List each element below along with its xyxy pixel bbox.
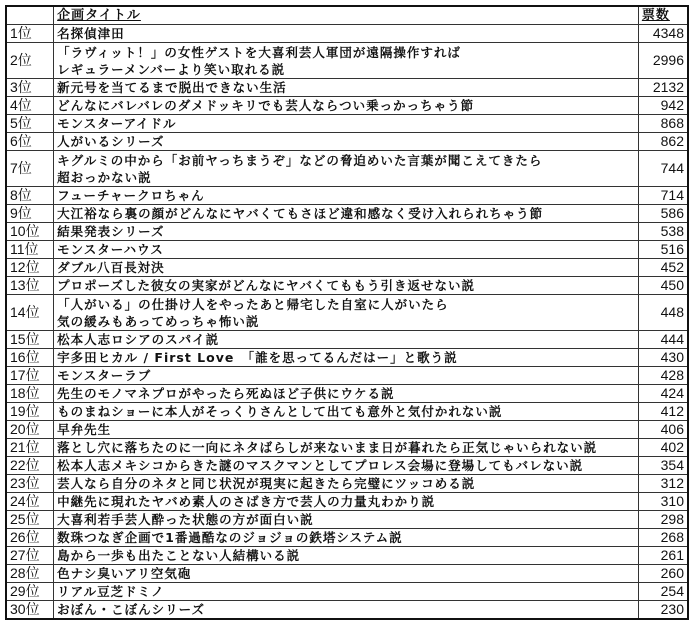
title-line: 島から一歩も出たことない人結構いる説 <box>57 548 301 563</box>
title-cell <box>54 439 639 457</box>
votes-cell: 310 <box>638 493 688 511</box>
title-cell <box>54 133 639 151</box>
ranking-table <box>5 5 689 620</box>
title-column-header: 企画タイトル <box>54 6 639 25</box>
title-cell <box>54 151 639 187</box>
title-line: ものまねショーに本人がそっくりさんとして出ても意外と気付かれない説 <box>57 404 503 419</box>
rank-cell: 12位 <box>6 259 54 277</box>
title-cell <box>54 79 639 97</box>
rank-cell: 7位 <box>6 151 54 187</box>
votes-cell: 444 <box>638 331 688 349</box>
table-row <box>6 457 688 475</box>
rank-cell: 20位 <box>6 421 54 439</box>
title-line: 落とし穴に落ちたのに一向にネタばらしが来ないまま日が暮れたら正気じゃいられない説 <box>57 440 598 455</box>
title-line: 結果発表シリーズ <box>57 224 165 239</box>
title-cell <box>54 223 639 241</box>
rank-cell: 5位 <box>6 115 54 133</box>
votes-cell: 406 <box>638 421 688 439</box>
table-row <box>6 277 688 295</box>
title-line: 中継先に現れたヤバめ素人のさばき方で芸人の力量丸わかり説 <box>57 494 436 509</box>
title-line: 大江裕なら裏の顔がどんなにヤバくてもさほど違和感なく受け入れられちゃう節 <box>57 206 544 221</box>
votes-cell: 862 <box>638 133 688 151</box>
title-line: 先生のモノマネプロがやったら死ぬほど子供にウケる説 <box>57 386 395 401</box>
votes-cell: 586 <box>638 205 688 223</box>
table-row <box>6 43 688 79</box>
title-cell <box>54 187 639 205</box>
title-cell <box>54 241 639 259</box>
title-line: 早弁先生 <box>57 422 112 437</box>
votes-cell: 430 <box>638 349 688 367</box>
rank-cell: 6位 <box>6 133 54 151</box>
votes-cell: 230 <box>638 601 688 620</box>
rank-cell: 30位 <box>6 601 54 620</box>
votes-cell: 714 <box>638 187 688 205</box>
title-line: キグルミの中から「お前ヤっちまうぞ」などの脅迫めいた言葉が聞こえてきたら <box>57 152 543 168</box>
title-line: 色ナシ臭いアリ空気砲 <box>57 566 192 581</box>
title-cell <box>54 403 639 421</box>
votes-cell: 298 <box>638 511 688 529</box>
title-cell <box>54 25 639 43</box>
votes-cell: 428 <box>638 367 688 385</box>
rank-cell: 15位 <box>6 331 54 349</box>
table-row <box>6 421 688 439</box>
table-row <box>6 367 688 385</box>
table-row <box>6 295 688 331</box>
table-row <box>6 25 688 43</box>
rank-cell: 28位 <box>6 565 54 583</box>
title-line: リアル豆芝ドミノ <box>57 584 165 599</box>
table-row <box>6 331 688 349</box>
title-line: モンスターアイドル <box>57 116 177 131</box>
votes-cell: 4348 <box>638 25 688 43</box>
title-cell <box>54 457 639 475</box>
title-cell <box>54 565 639 583</box>
votes-cell: 412 <box>638 403 688 421</box>
rank-cell: 14位 <box>6 295 54 331</box>
table-row <box>6 385 688 403</box>
rank-cell: 9位 <box>6 205 54 223</box>
votes-cell: 868 <box>638 115 688 133</box>
votes-cell: 744 <box>638 151 688 187</box>
title-line: フューチャークロちゃん <box>57 188 205 203</box>
title-cell <box>54 115 639 133</box>
rank-cell: 25位 <box>6 511 54 529</box>
title-cell <box>54 547 639 565</box>
table-row <box>6 565 688 583</box>
votes-cell: 450 <box>638 277 688 295</box>
table-row <box>6 151 688 187</box>
title-cell <box>54 97 639 115</box>
rank-column-header <box>6 6 54 25</box>
votes-cell: 942 <box>638 97 688 115</box>
title-line: どんなにバレバレのダメドッキリでも芸人ならつい乗っかっちゃう節 <box>57 98 475 113</box>
rank-cell: 27位 <box>6 547 54 565</box>
title-line: レギュラーメンバーより笑い取れる説 <box>57 61 286 77</box>
title-cell <box>54 583 639 601</box>
votes-cell: 538 <box>638 223 688 241</box>
rank-cell: 13位 <box>6 277 54 295</box>
votes-cell: 312 <box>638 475 688 493</box>
title-line: 「人がいる」の仕掛け人をやったあと帰宅した自室に人がいたら <box>57 296 449 312</box>
title-cell <box>54 475 639 493</box>
table-row <box>6 187 688 205</box>
votes-cell: 261 <box>638 547 688 565</box>
rank-cell: 19位 <box>6 403 54 421</box>
title-line: 松本人志ロシアのスパイ説 <box>57 332 220 347</box>
title-line: モンスターハウス <box>57 242 164 257</box>
rank-cell: 8位 <box>6 187 54 205</box>
title-cell <box>54 349 639 367</box>
rank-cell: 10位 <box>6 223 54 241</box>
header-row <box>6 6 688 25</box>
rank-cell: 16位 <box>6 349 54 367</box>
title-line: 気の緩みもあってめっちゃ怖い説 <box>57 313 260 329</box>
rank-cell: 23位 <box>6 475 54 493</box>
table-row <box>6 259 688 277</box>
title-cell <box>54 529 639 547</box>
table-row <box>6 205 688 223</box>
rank-cell: 1位 <box>6 25 54 43</box>
votes-cell: 254 <box>638 583 688 601</box>
title-line: プロポーズした彼女の実家がどんなにヤバくてももう引き返せない説 <box>57 278 476 293</box>
title-cell <box>54 493 639 511</box>
title-line: 数珠つなぎ企画で1番過酷なのジョジョの鉄塔システム説 <box>57 530 403 545</box>
title-line: 人がいるシリーズ <box>57 134 165 149</box>
title-line: 「ラヴィット！」の女性ゲストを大喜利芸人軍団が遠隔操作すれば <box>57 44 461 60</box>
table-row <box>6 349 688 367</box>
title-line: 超おっかない説 <box>57 169 152 185</box>
votes-cell: 516 <box>638 241 688 259</box>
title-cell <box>54 331 639 349</box>
title-cell <box>54 421 639 439</box>
title-cell <box>54 601 639 620</box>
votes-cell: 2132 <box>638 79 688 97</box>
title-line: おぼん・こぼんシリーズ <box>57 602 206 617</box>
table-row <box>6 133 688 151</box>
votes-cell: 268 <box>638 529 688 547</box>
title-line: 宇多田ヒカル / First Love 「誰を思ってるんだはー」と歌う説 <box>57 350 458 365</box>
title-cell <box>54 277 639 295</box>
title-cell <box>54 367 639 385</box>
table-row <box>6 547 688 565</box>
title-line: ダブル八百長対決 <box>57 260 165 275</box>
title-line: 新元号を当てるまで脱出できない生活 <box>57 80 287 95</box>
table-row <box>6 583 688 601</box>
table-row <box>6 439 688 457</box>
rank-cell: 11位 <box>6 241 54 259</box>
table-row <box>6 403 688 421</box>
rank-cell: 22位 <box>6 457 54 475</box>
table-row <box>6 529 688 547</box>
rank-cell: 17位 <box>6 367 54 385</box>
table-row <box>6 223 688 241</box>
title-cell <box>54 295 639 331</box>
votes-cell: 402 <box>638 439 688 457</box>
table-row <box>6 97 688 115</box>
votes-cell: 354 <box>638 457 688 475</box>
title-line: 芸人なら自分のネタと同じ状況が現実に起きたら完璧にツッコめる説 <box>57 476 476 491</box>
votes-cell: 452 <box>638 259 688 277</box>
title-cell <box>54 43 639 79</box>
title-cell <box>54 205 639 223</box>
votes-cell: 448 <box>638 295 688 331</box>
rank-cell: 2位 <box>6 43 54 79</box>
title-cell <box>54 259 639 277</box>
votes-cell: 2996 <box>638 43 688 79</box>
votes-cell: 260 <box>638 565 688 583</box>
table-row <box>6 511 688 529</box>
votes-column-header: 票数 <box>638 6 688 25</box>
table-row <box>6 475 688 493</box>
title-line: 松本人志メキシコからきた謎のマスクマンとしてプロレス会場に登場してもバレない説 <box>57 458 584 473</box>
table-row <box>6 79 688 97</box>
rank-cell: 18位 <box>6 385 54 403</box>
title-cell <box>54 385 639 403</box>
votes-cell: 424 <box>638 385 688 403</box>
rank-cell: 26位 <box>6 529 54 547</box>
ranking-rows <box>6 25 688 620</box>
table-row <box>6 601 688 620</box>
rank-cell: 3位 <box>6 79 54 97</box>
table-row <box>6 241 688 259</box>
rank-cell: 21位 <box>6 439 54 457</box>
rank-cell: 24位 <box>6 493 54 511</box>
rank-cell: 4位 <box>6 97 54 115</box>
rank-cell: 29位 <box>6 583 54 601</box>
table-row <box>6 493 688 511</box>
title-cell <box>54 511 639 529</box>
title-line: 大喜利若手芸人酔った状態の方が面白い説 <box>57 512 314 527</box>
table-row <box>6 115 688 133</box>
title-line: モンスターラブ <box>57 368 152 383</box>
title-line: 名探偵津田 <box>57 26 125 41</box>
